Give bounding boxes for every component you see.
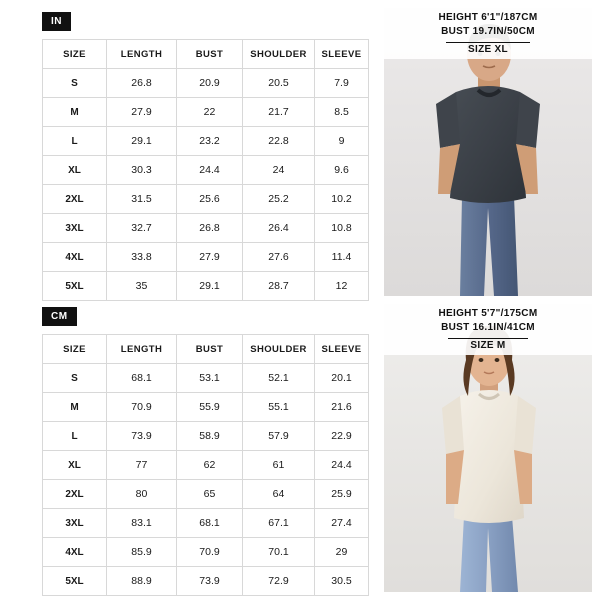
cell-shoulder: 70.1: [243, 538, 315, 567]
cell-size: 5XL: [43, 567, 107, 596]
col-header-bust: BUST: [177, 40, 243, 69]
model-photo-female: [384, 304, 592, 592]
cell-length: 29.1: [107, 127, 177, 156]
col-header-length: LENGTH: [107, 335, 177, 364]
cell-bust: 22: [177, 98, 243, 127]
cell-sleeve: 24.4: [315, 451, 369, 480]
cell-size: L: [43, 422, 107, 451]
female-height-text: HEIGHT 5'7"/175CM: [438, 308, 538, 319]
cell-size: L: [43, 127, 107, 156]
cell-bust: 73.9: [177, 567, 243, 596]
female-model-spec: [384, 304, 592, 355]
cell-sleeve: 25.9: [315, 480, 369, 509]
cell-bust: 70.9: [177, 538, 243, 567]
unit-badge-in: IN: [42, 12, 71, 31]
cell-sleeve: 10.8: [315, 214, 369, 243]
cell-size: 3XL: [43, 509, 107, 538]
col-header-length: LENGTH: [107, 40, 177, 69]
cell-bust: 53.1: [177, 364, 243, 393]
cell-shoulder: 52.1: [243, 364, 315, 393]
col-header-sleeve: SLEEVE: [315, 40, 369, 69]
cell-length: 33.8: [107, 243, 177, 272]
cell-shoulder: 67.1: [243, 509, 315, 538]
inches-table-block: [8, 8, 376, 301]
table-row: [43, 98, 369, 127]
table-row: [43, 272, 369, 301]
cell-size: 2XL: [43, 185, 107, 214]
col-header-shoulder: SHOULDER: [243, 335, 315, 364]
cell-length: 88.9: [107, 567, 177, 596]
cell-sleeve: 20.1: [315, 364, 369, 393]
table-header-row: [43, 335, 369, 364]
cell-bust: 26.8: [177, 214, 243, 243]
cell-length: 83.1: [107, 509, 177, 538]
cell-length: 80: [107, 480, 177, 509]
cell-size: 4XL: [43, 243, 107, 272]
cell-bust: 23.2: [177, 127, 243, 156]
cell-size: M: [43, 393, 107, 422]
cell-bust: 68.1: [177, 509, 243, 538]
cell-bust: 20.9: [177, 69, 243, 98]
table-row: [43, 538, 369, 567]
col-header-shoulder: SHOULDER: [243, 40, 315, 69]
col-header-size: SIZE: [43, 40, 107, 69]
table-row: [43, 214, 369, 243]
table-row: [43, 422, 369, 451]
cm-size-table: [42, 334, 369, 596]
cell-length: 35: [107, 272, 177, 301]
cell-length: 31.5: [107, 185, 177, 214]
cell-shoulder: 24: [243, 156, 315, 185]
cell-length: 32.7: [107, 214, 177, 243]
male-model-spec: [384, 8, 592, 59]
table-row: [43, 393, 369, 422]
cell-bust: 55.9: [177, 393, 243, 422]
male-height-text: HEIGHT 6'1"/187CM: [438, 12, 538, 23]
cell-sleeve: 9: [315, 127, 369, 156]
cell-size: 3XL: [43, 214, 107, 243]
cell-bust: 24.4: [177, 156, 243, 185]
cell-sleeve: 29: [315, 538, 369, 567]
size-tables-column: [8, 8, 376, 592]
model-photos-column: [384, 8, 592, 592]
female-size-text: SIZE M: [448, 338, 527, 351]
cell-shoulder: 57.9: [243, 422, 315, 451]
table-row: [43, 567, 369, 596]
cell-length: 85.9: [107, 538, 177, 567]
cell-size: 4XL: [43, 538, 107, 567]
cm-table-block: [8, 303, 376, 596]
table-row: [43, 69, 369, 98]
cell-sleeve: 11.4: [315, 243, 369, 272]
cell-size: 5XL: [43, 272, 107, 301]
cell-size: S: [43, 364, 107, 393]
cell-shoulder: 28.7: [243, 272, 315, 301]
cell-shoulder: 25.2: [243, 185, 315, 214]
cell-sleeve: 8.5: [315, 98, 369, 127]
cell-bust: 25.6: [177, 185, 243, 214]
cell-size: 2XL: [43, 480, 107, 509]
cell-shoulder: 61: [243, 451, 315, 480]
table-row: [43, 156, 369, 185]
cell-length: 30.3: [107, 156, 177, 185]
cell-bust: 62: [177, 451, 243, 480]
table-row: [43, 451, 369, 480]
cell-sleeve: 22.9: [315, 422, 369, 451]
cell-shoulder: 21.7: [243, 98, 315, 127]
male-bust-text: BUST 19.7IN/50CM: [441, 26, 535, 37]
cell-length: 73.9: [107, 422, 177, 451]
model-photo-male: [384, 8, 592, 296]
female-bust-text: BUST 16.1IN/41CM: [441, 322, 535, 333]
table-row: [43, 127, 369, 156]
cell-sleeve: 27.4: [315, 509, 369, 538]
cell-size: M: [43, 98, 107, 127]
table-row: [43, 480, 369, 509]
cell-size: XL: [43, 156, 107, 185]
cell-sleeve: 10.2: [315, 185, 369, 214]
cell-size: S: [43, 69, 107, 98]
cell-length: 77: [107, 451, 177, 480]
cell-length: 68.1: [107, 364, 177, 393]
cell-sleeve: 7.9: [315, 69, 369, 98]
cell-bust: 65: [177, 480, 243, 509]
cell-sleeve: 12: [315, 272, 369, 301]
cell-shoulder: 64: [243, 480, 315, 509]
cell-sleeve: 30.5: [315, 567, 369, 596]
cell-shoulder: 72.9: [243, 567, 315, 596]
cell-length: 70.9: [107, 393, 177, 422]
unit-badge-cm: CM: [42, 307, 77, 326]
cell-sleeve: 21.6: [315, 393, 369, 422]
table-header-row: [43, 40, 369, 69]
col-header-bust: BUST: [177, 335, 243, 364]
col-header-size: SIZE: [43, 335, 107, 364]
cell-shoulder: 27.6: [243, 243, 315, 272]
col-header-sleeve: SLEEVE: [315, 335, 369, 364]
cell-sleeve: 9.6: [315, 156, 369, 185]
table-row: [43, 364, 369, 393]
cell-shoulder: 20.5: [243, 69, 315, 98]
cell-length: 26.8: [107, 69, 177, 98]
cell-length: 27.9: [107, 98, 177, 127]
cell-bust: 29.1: [177, 272, 243, 301]
cell-size: XL: [43, 451, 107, 480]
table-row: [43, 185, 369, 214]
cell-bust: 58.9: [177, 422, 243, 451]
cell-shoulder: 26.4: [243, 214, 315, 243]
cell-shoulder: 22.8: [243, 127, 315, 156]
male-size-text: SIZE XL: [446, 42, 530, 55]
table-row: [43, 509, 369, 538]
cell-shoulder: 55.1: [243, 393, 315, 422]
cell-bust: 27.9: [177, 243, 243, 272]
inches-size-table: [42, 39, 369, 301]
table-row: [43, 243, 369, 272]
